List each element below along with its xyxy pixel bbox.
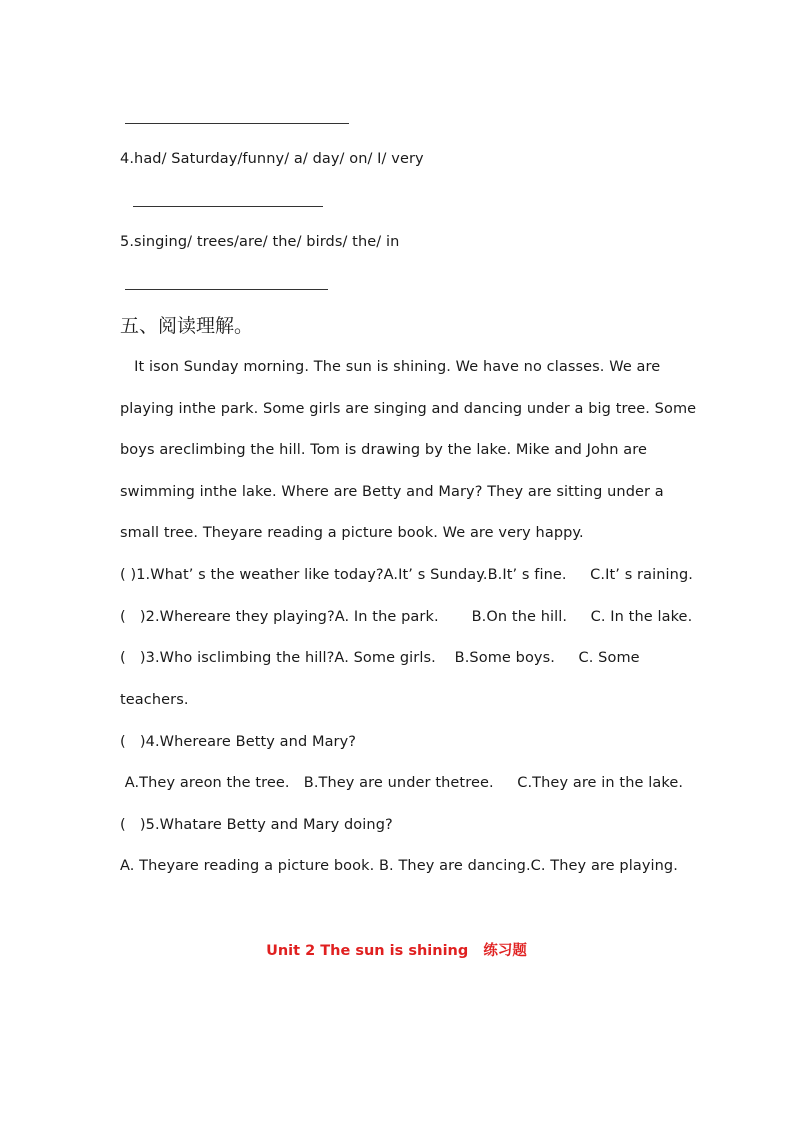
- answer-line-3: [125, 123, 349, 124]
- question-line: ( )3.Who isclimbing the hill?A. Some girls. B.Some boys. C. Some: [120, 650, 640, 666]
- question-line: ( )1.What’ s the weather like today?A.It’ s Sunday.B.It’ s fine. C.It’ s raining.: [120, 567, 693, 583]
- question-line: teachers.: [120, 692, 189, 708]
- section-heading: 五、阅读理解。: [120, 315, 254, 337]
- question-line: ( )5.Whatare Betty and Mary doing?: [120, 817, 393, 833]
- passage-line: small tree. Theyare reading a picture book. We are very happy.: [120, 525, 584, 541]
- exercise-item-4: 4.had/ Saturday/funny/ a/ day/ on/ I/ very: [120, 151, 424, 167]
- exercise-item-5: 5.singing/ trees/are/ the/ birds/ the/ in: [120, 234, 400, 250]
- question-line: A.They areon the tree. B.They are under thetree. C.They are in the lake.: [120, 775, 684, 791]
- passage-line: boys areclimbing the hill. Tom is drawing by the lake. Mike and John are: [120, 442, 648, 458]
- question-line: A. Theyare reading a picture book. B. They are dancing.C. They are playing.: [120, 858, 678, 874]
- passage-line: swimming inthe lake. Where are Betty and Mary? They are sitting under a: [120, 484, 664, 500]
- question-line: ( )4.Whereare Betty and Mary?: [120, 734, 357, 750]
- answer-line-4: [133, 206, 323, 207]
- question-line: ( )2.Whereare they playing?A. In the park. B.On the hill. C. In the lake.: [120, 609, 693, 625]
- passage-line: playing inthe park. Some girls are singing and dancing under a big tree. Some: [120, 401, 697, 417]
- footer-title: Unit 2 The sun is shining 练习题: [266, 943, 527, 959]
- answer-line-5: [125, 289, 328, 290]
- passage-line: It ison Sunday morning. The sun is shining. We have no classes. We are: [120, 359, 661, 375]
